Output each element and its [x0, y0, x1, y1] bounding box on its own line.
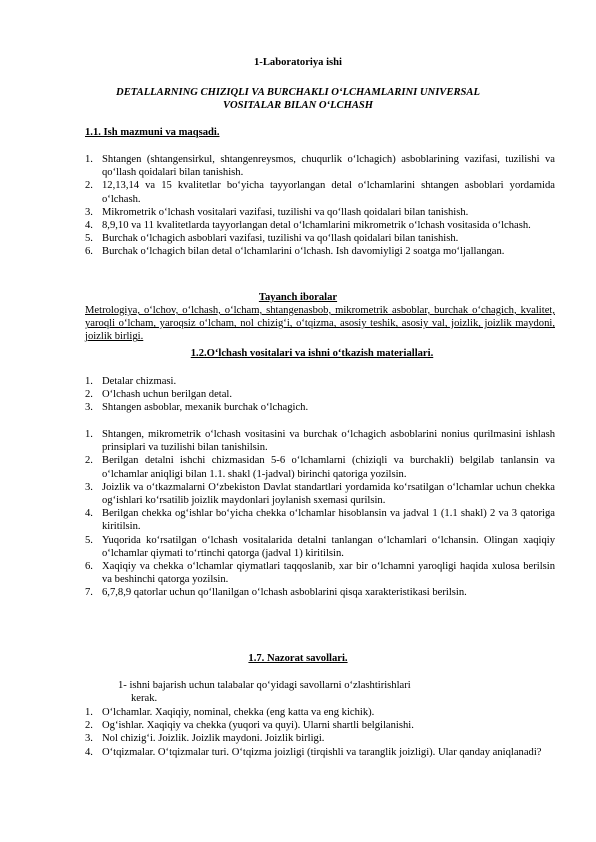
item-text: O‘lchamlar. Xaqiqiy, nominal, chekka (eng katta va eng kichik). [102, 707, 375, 718]
item-number: 2. [85, 720, 93, 732]
list-item [85, 719, 555, 732]
item-text: 8,9,10 va 11 kvalitetlarda tayyorlangan detal o‘lchamlarini mikrometrik o‘lchash vositasida o‘lchash. [102, 220, 531, 232]
item-text: Burchak o‘lchagich bilan detal o‘lchamlarini o‘lchash. Ish davomiyligi 2 soatga mo‘ljallangan. [102, 246, 505, 258]
section2-heading: 1.2.O‘lchash vositalari va ishni o‘tkazish materiallari. [190, 348, 434, 359]
item-number: 2. [85, 455, 93, 467]
list-item [85, 746, 555, 759]
keywords-text: Metrologiya, o‘lchov, o‘lchash, o‘lcham, shtangenasbob, mikrometrik asboblar, burchak o‘chagich, kvalitet, yaroqli o‘lcham, yaroqsiz o‘lcham, nol chizig‘i, o‘tqizma, asosiy teshik, asosiy val, joizlik, joizlik maydoni, joizlik birligi. [85, 305, 555, 343]
list-item [85, 586, 555, 599]
list-item [85, 507, 555, 533]
item-number: 5. [85, 233, 93, 245]
list-item [85, 179, 555, 205]
list-item [85, 375, 555, 388]
item-text: Shtangen (shtangensirkul, shtangenreysmos, chuqurlik o‘lchagich) asboblarining vazifasi, tuzilishi va qo‘llash qoidalari bilan tanishish. [102, 154, 555, 179]
item-number: 1. [85, 707, 93, 718]
list-item [85, 481, 555, 507]
item-text: O‘lchash uchun berilgan detal. [102, 389, 233, 401]
lab-title: 1-Laboratoriya ishi [254, 57, 342, 68]
list-item [85, 454, 555, 480]
questions-list [85, 706, 555, 759]
item-text: Shtangen, mikrometrik o‘lchash vositasini va burchak o‘lchagich asboblarini nonius qurilmasini ishlash prinsiplari va tuzilishi bilan tanishilsin. [102, 429, 555, 454]
item-number: 6. [85, 561, 93, 573]
goals-list [85, 153, 555, 259]
item-number: 4. [85, 508, 93, 520]
list-item [85, 401, 555, 414]
list-item [85, 560, 555, 586]
item-number: 2. [85, 180, 93, 192]
item-number: 1. [85, 154, 93, 165]
item-number: 3. [85, 481, 93, 493]
item-text: Nol chizig‘i. Joizlik. Joizlik maydoni. Joizlik birligi. [102, 733, 325, 745]
item-text: Joizlik va o‘tkazmalarni O‘zbekiston Davlat standartlari yordamida ko‘rsatilgan o‘lchamlar uchun chekka og‘ishlari ko‘rsatilib joizlik maydonlari joylanish sxemasi qurilsin. [102, 481, 555, 507]
materials-list [85, 375, 555, 415]
item-text: Yuqorida ko‘rsatilgan o‘lchash vositalarida detalni tanlangan o‘lchamlari o‘lchansin. Olingan xaqiqiy o‘lchamlar qiymati to‘rtinchi qatorga (jadval 1) kiritilsin. [102, 534, 555, 559]
main-title-line1: DETALLARNING CHIZIQLI VA BURCHAKLI O‘LCHAMLARINI UNIVERSAL [116, 87, 480, 98]
list-item [85, 206, 555, 219]
item-number: 1. [85, 429, 93, 440]
item-number: 3. [85, 733, 93, 745]
item-text: 12,13,14 va 15 kvalitetlar bo‘yicha tayyorlangan detal o‘lchamlarini shtangen asboblari yordamida o‘lchash. [102, 180, 555, 205]
questions-intro-line2: kerak. [131, 693, 158, 704]
item-text: O‘tqizmalar. O‘tqizmalar turi. O‘tqizma joizligi (tirqishli va taranglik joizligi). Ular qanday aniqlanadi? [102, 746, 542, 758]
item-number: 6. [85, 246, 93, 258]
list-item [85, 428, 555, 454]
item-number: 2. [85, 389, 93, 401]
item-text: Xaqiqiy va chekka o‘lchamlar qiymatlari taqqoslanib, xar bir o‘lchamni yaroqligi haqida xulosa berilsin va beshinchi qatorga yozilsin. [102, 561, 555, 586]
item-number: 4. [85, 220, 93, 232]
item-text: Berilgan chekka og‘ishlar bo‘yicha chekka o‘lchamlar hisoblansin va jadval 1 (1.1 shakl) 2 va 3 qatoriga kiritilsin. [102, 508, 555, 533]
item-number: 4. [85, 746, 93, 758]
section1-heading: 1.1. Ish mazmuni va maqsadi. [85, 127, 220, 138]
list-item [85, 732, 555, 745]
list-item [85, 706, 555, 719]
item-text: Detalar chizmasi. [102, 376, 177, 387]
item-text: 6,7,8,9 qatorlar uchun qo‘llanilgan o‘lchash asboblarini qisqa xarakteristikasi berilsin. [102, 587, 467, 599]
list-item [85, 153, 555, 179]
item-text: Mikrometrik o‘lchash vositalari vazifasi, tuzilishi va qo‘llash qoidalari bilan tanishish. [102, 206, 469, 218]
questions-intro-line1: 1- ishni bajarish uchun talabalar qo‘yidagi savollarni o‘zlashtirishlari [118, 680, 411, 691]
item-text: Shtangen asboblar, mexanik burchak o‘lchagich. [102, 402, 309, 414]
item-number: 1. [85, 376, 93, 387]
list-item [85, 219, 555, 232]
item-number: 5. [85, 534, 93, 546]
section3-heading: 1.7. Nazorat savollari. [248, 653, 348, 664]
item-text: Berilgan detalni ishchi chizmasidan 5-6 o‘lchamlarni (chiziqli va burchakli) belgilab tanlansin va o‘lchamlar aniqligi bilan 1.1. shakl (1-jadval) birinchi qatoriga yozilsin. [102, 455, 555, 480]
list-item [85, 245, 555, 258]
item-number: 3. [85, 402, 93, 414]
list-item [85, 232, 555, 245]
item-number: 3. [85, 206, 93, 218]
item-text: Og‘ishlar. Xaqiqiy va chekka (yuqori va quyi). Ularni shartli belgilanishi. [102, 720, 414, 732]
item-text: Burchak o‘lchagich asboblari vazifasi, tuzilishi va qo‘llash qoidalari bilan tanishish. [102, 233, 459, 245]
main-title-line2: VOSITALAR BILAN O‘LCHASH [222, 100, 374, 111]
item-number: 7. [85, 587, 93, 599]
keywords-heading: Tayanch iboralar [258, 292, 338, 303]
list-item [85, 534, 555, 560]
tasks-list [85, 428, 555, 600]
list-item [85, 388, 555, 401]
